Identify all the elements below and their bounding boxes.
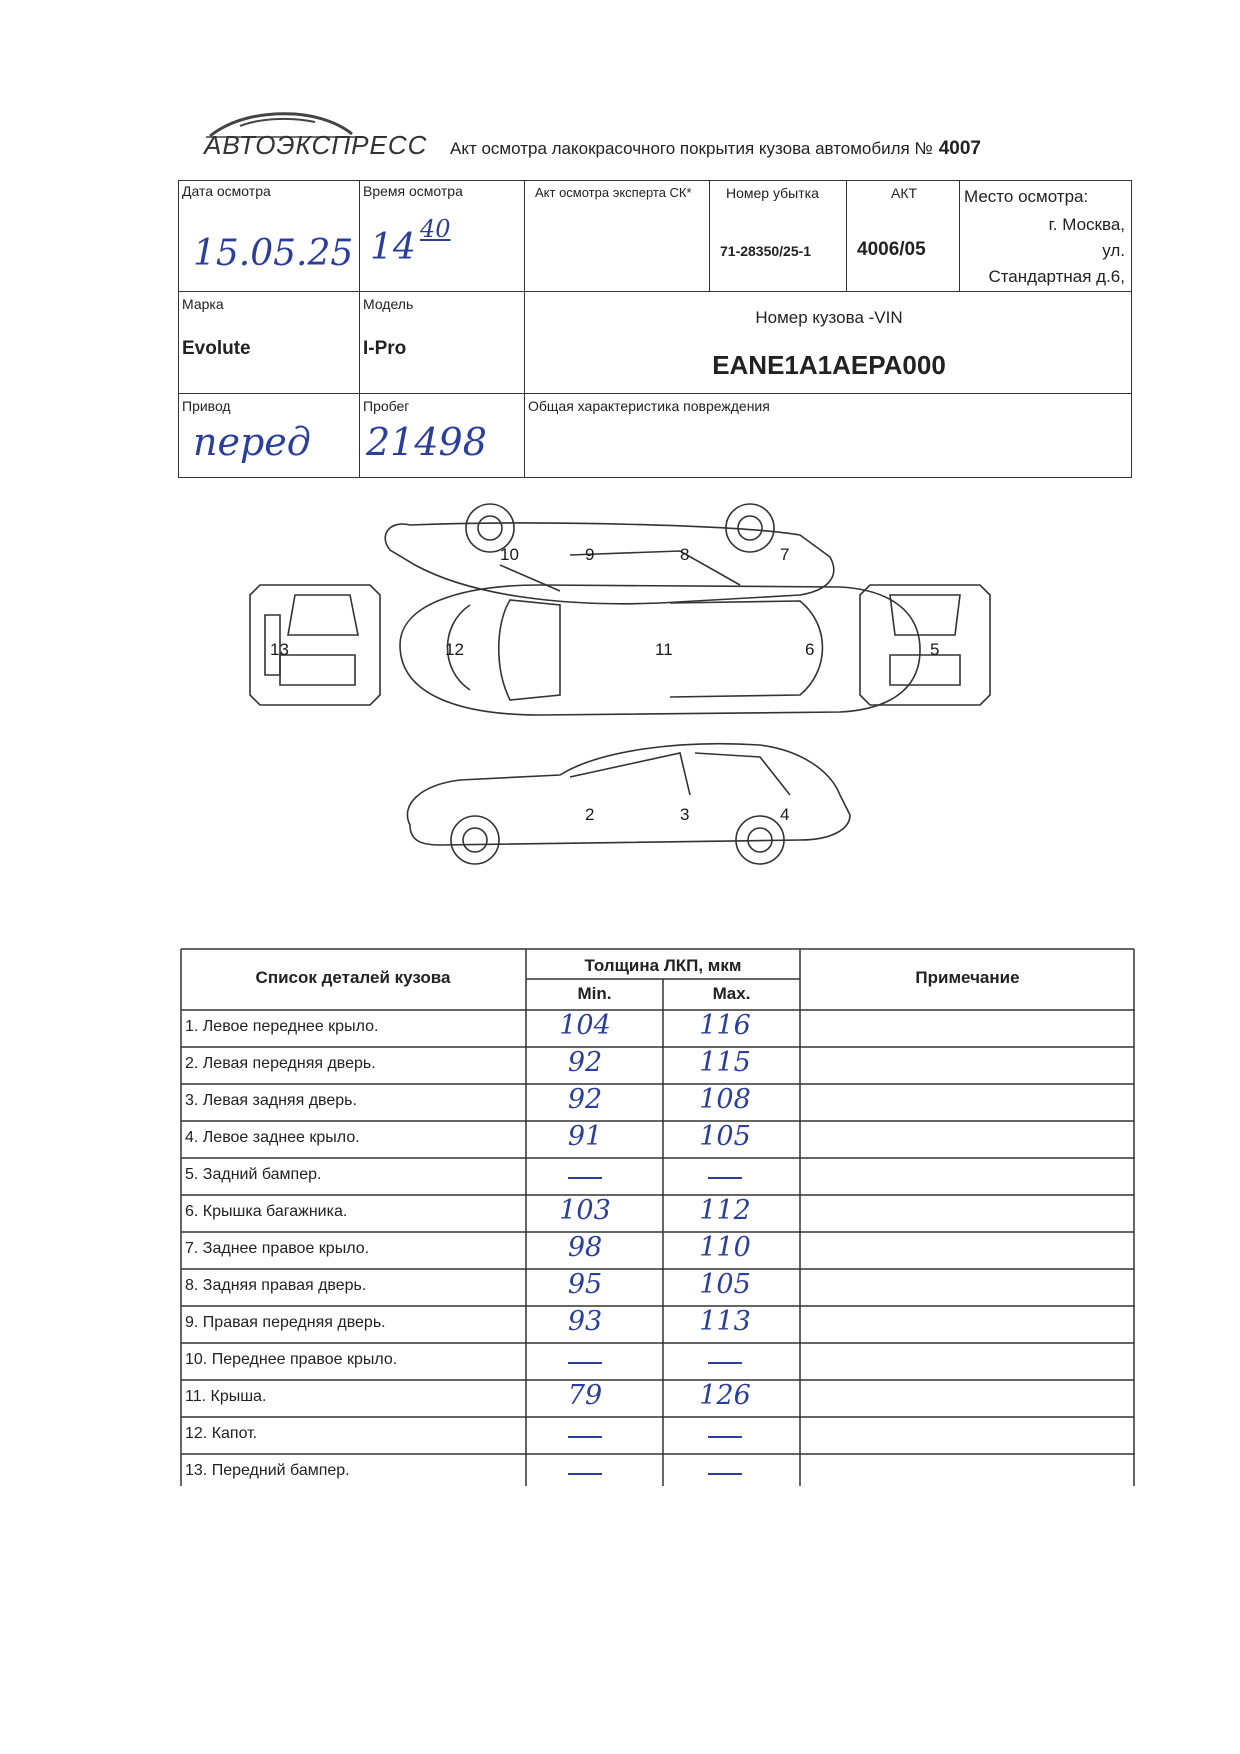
thickness-max: 105 xyxy=(699,1121,751,1152)
thickness-min: 92 xyxy=(567,1047,603,1078)
part-name: 1. Левое переднее крыло. xyxy=(185,1018,379,1035)
dash-mark xyxy=(568,1177,602,1179)
part-name: 13. Передний бампер. xyxy=(185,1462,350,1479)
act-cell xyxy=(846,180,960,292)
part-name: 11. Крыша. xyxy=(185,1388,267,1405)
part-name: 9. Правая передняя дверь. xyxy=(185,1314,386,1331)
zone-3: 3 xyxy=(680,805,690,824)
col-min-header: Min. xyxy=(577,984,612,1003)
zone-7: 7 xyxy=(780,545,790,564)
vin-label: Номер кузова -VIN xyxy=(755,308,903,327)
zone-4: 4 xyxy=(780,805,790,824)
thickness-max: 116 xyxy=(699,1010,751,1041)
loss-number-label: Номер убытка xyxy=(726,185,819,201)
damage-cell xyxy=(524,393,1132,478)
thickness-min xyxy=(540,1158,630,1189)
col-max-header: Max. xyxy=(712,984,751,1003)
model-value: I-Pro xyxy=(363,338,407,359)
act-value: 4006/05 xyxy=(857,239,926,260)
table-row xyxy=(180,1195,1135,1232)
car-outline-icon xyxy=(240,495,1020,915)
dash-mark xyxy=(568,1362,602,1364)
part-name: 7. Заднее правое крыло. xyxy=(185,1240,370,1257)
dash-mark xyxy=(568,1473,602,1475)
thickness-min: 92 xyxy=(567,1084,603,1115)
loss-number-value: 71-28350/25-1 xyxy=(720,243,812,259)
thickness-max: 115 xyxy=(699,1047,751,1078)
car-body-diagram xyxy=(240,495,1020,915)
brand-value: Evolute xyxy=(182,338,251,359)
model-label: Модель xyxy=(363,296,414,312)
zone-9: 9 xyxy=(585,545,595,564)
brand-cell xyxy=(178,291,360,394)
table-row xyxy=(180,1232,1135,1269)
place-label: Место осмотра: xyxy=(964,187,1089,206)
paint-thickness-table xyxy=(180,948,1135,1486)
table-row xyxy=(180,1343,1135,1380)
dash-mark xyxy=(708,1177,742,1179)
dash-mark xyxy=(708,1436,742,1438)
thickness-max: 112 xyxy=(699,1195,751,1226)
part-name: 6. Крышка багажника. xyxy=(185,1203,348,1220)
thickness-max xyxy=(670,1158,780,1189)
part-name: 5. Задний бампер. xyxy=(185,1166,322,1183)
thickness-max: 126 xyxy=(699,1380,751,1411)
table-row xyxy=(180,1269,1135,1306)
logo-text: АВТОЭКСПРЕСС xyxy=(204,130,428,160)
place-line-1: г. Москва, xyxy=(1048,215,1125,234)
mileage-label: Пробег xyxy=(363,398,410,414)
loss-number-cell xyxy=(709,180,847,292)
company-logo xyxy=(200,106,428,168)
part-name: 4. Левое заднее крыло. xyxy=(185,1129,360,1146)
part-name: 8. Задняя правая дверь. xyxy=(185,1277,367,1294)
thickness-min: 91 xyxy=(567,1121,603,1152)
zone-12: 12 xyxy=(445,640,464,659)
thickness-max xyxy=(670,1343,780,1374)
dash-mark xyxy=(708,1473,742,1475)
table-row xyxy=(180,1454,1135,1491)
thickness-max: 105 xyxy=(699,1269,751,1300)
mileage-cell xyxy=(359,393,525,478)
col-thickness-header: Толщина ЛКП, мкм xyxy=(584,956,742,975)
thickness-max: 110 xyxy=(699,1232,751,1263)
thickness-min: 104 xyxy=(559,1010,611,1041)
table-row xyxy=(180,1417,1135,1454)
date-label: Дата осмотра xyxy=(182,183,271,199)
zone-5: 5 xyxy=(930,640,940,659)
col-parts-header: Список деталей кузова xyxy=(255,968,451,987)
thickness-max xyxy=(670,1417,780,1448)
drive-cell xyxy=(178,393,360,478)
dash-mark xyxy=(708,1362,742,1364)
title-text: Акт осмотра лакокрасочного покрытия кузова автомобиля № xyxy=(450,139,933,158)
mileage-value: 21498 xyxy=(366,420,487,464)
place-cell xyxy=(959,180,1132,292)
damage-label: Общая характеристика повреждения xyxy=(528,398,770,414)
place-line-3: Стандартная д.6, xyxy=(988,267,1125,286)
place-line-2: ул. xyxy=(1102,241,1125,260)
part-name: 12. Капот. xyxy=(185,1425,258,1442)
thickness-max: 113 xyxy=(699,1306,751,1337)
zone-6: 6 xyxy=(805,640,815,659)
date-cell xyxy=(178,180,360,292)
part-name: 10. Переднее правое крыло. xyxy=(185,1351,398,1368)
thickness-min xyxy=(540,1454,630,1485)
expert-act-label: Акт осмотра эксперта СК* xyxy=(535,185,692,200)
part-name: 3. Левая задняя дверь. xyxy=(185,1092,357,1109)
vin-value: EANE1A1AEPA000 xyxy=(712,350,946,380)
thickness-min: 98 xyxy=(567,1232,603,1263)
thickness-min xyxy=(540,1343,630,1374)
inspection-info-table xyxy=(178,180,1132,478)
thickness-max: 108 xyxy=(699,1084,751,1115)
thickness-min: 103 xyxy=(559,1195,611,1226)
model-cell xyxy=(359,291,525,394)
table-row xyxy=(180,1047,1135,1084)
part-name: 2. Левая передняя дверь. xyxy=(185,1055,376,1072)
expert-act-cell xyxy=(524,180,710,292)
thickness-min: 79 xyxy=(567,1380,603,1411)
table-row xyxy=(180,1380,1135,1417)
time-cell xyxy=(359,180,525,292)
vin-cell xyxy=(524,291,1132,394)
drive-value: перед xyxy=(193,420,311,464)
date-value: 15.05.25 xyxy=(193,233,354,274)
thickness-max xyxy=(670,1454,780,1485)
zone-10: 10 xyxy=(500,545,519,564)
time-label: Время осмотра xyxy=(363,183,463,199)
table-row xyxy=(180,1010,1135,1047)
brand-label: Марка xyxy=(182,296,224,312)
table-row xyxy=(180,1084,1135,1121)
zone-13: 13 xyxy=(270,640,289,659)
drive-label: Привод xyxy=(182,398,231,414)
col-note-header: Примечание xyxy=(915,968,1020,987)
dash-mark xyxy=(568,1436,602,1438)
thickness-min: 93 xyxy=(567,1306,603,1337)
time-minutes: 40 xyxy=(420,215,451,243)
table-row xyxy=(180,1306,1135,1343)
thickness-min: 95 xyxy=(567,1269,603,1300)
thickness-min xyxy=(540,1417,630,1448)
zone-11: 11 xyxy=(655,640,673,659)
zone-2: 2 xyxy=(585,805,595,824)
table-row xyxy=(180,1158,1135,1195)
act-number: 4007 xyxy=(938,138,981,159)
time-hours: 14 xyxy=(370,227,416,268)
document-title xyxy=(450,138,981,160)
zone-8: 8 xyxy=(680,545,690,564)
act-label: АКТ xyxy=(891,185,918,201)
table-row xyxy=(180,1121,1135,1158)
